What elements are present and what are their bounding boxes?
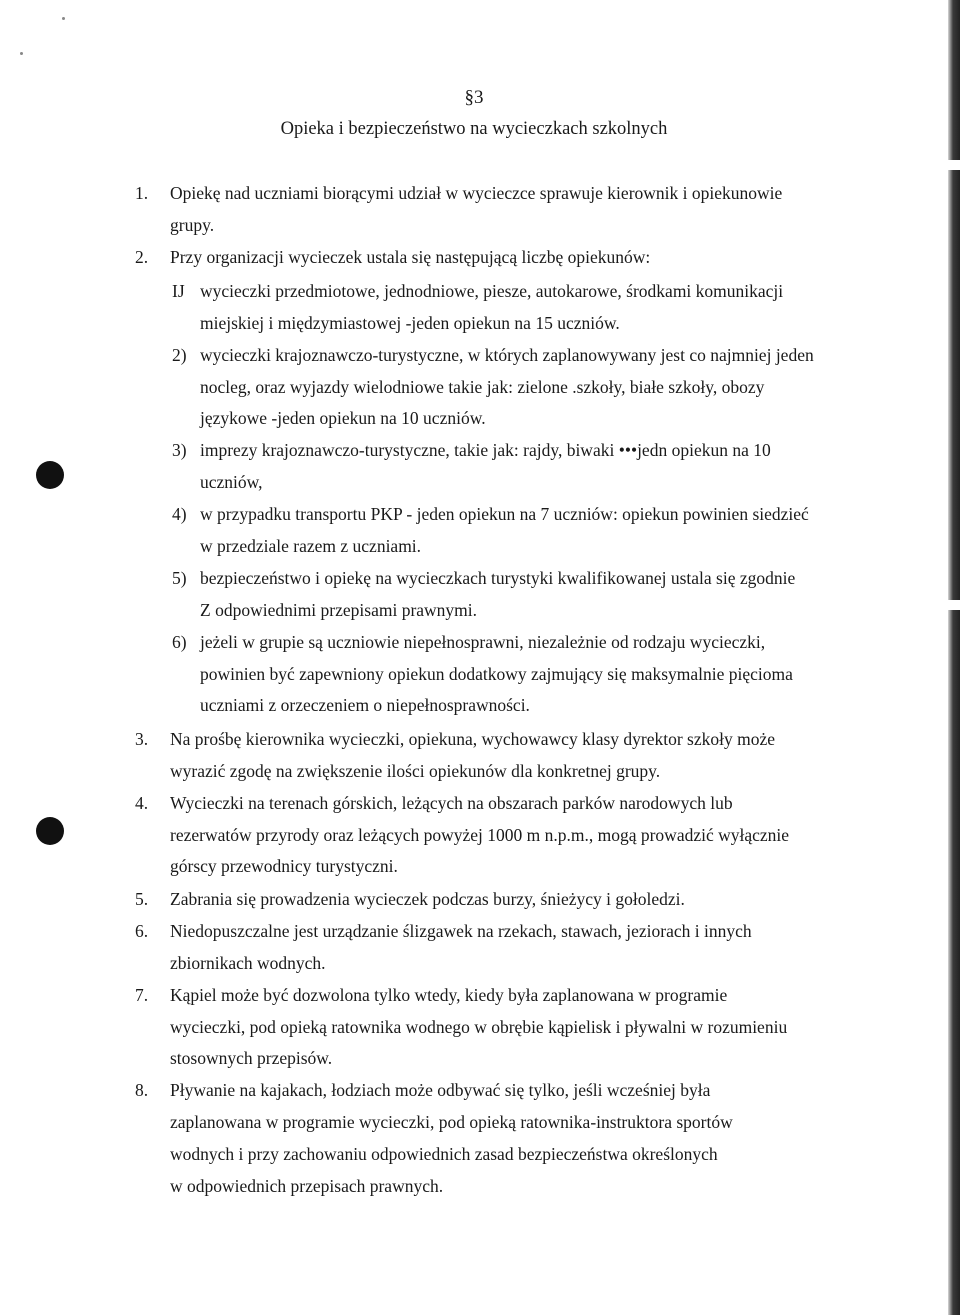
item-text-line: grupy.: [170, 215, 215, 235]
item-text-line: Opiekę nad uczniami biorącymi udział w wycieczce sprawuje kierownik i opiekunowie: [170, 183, 783, 203]
page-title: Opieka i bezpieczeństwo na wycieczkach szkolnych: [280, 119, 668, 139]
subitem-text-line: imprezy krajoznawczo-turystyczne, takie jak: rajdy, biwaki •••jedn opiekun na 10: [200, 440, 771, 460]
item-number: 6.: [135, 921, 149, 941]
subitem-number: 2): [172, 345, 187, 365]
item-text-line: zbiornikach wodnych.: [170, 953, 326, 973]
section-mark: §3: [464, 87, 484, 108]
item-text-line: wycieczki, pod opieką ratownika wodnego w obrębie kąpielisk i pływalni w rozumieniu: [170, 1017, 788, 1037]
item-number: 8.: [135, 1080, 149, 1100]
subitem-text-line: w przypadku transportu PKP - jeden opiekun na 7 uczniów: opiekun powinien siedzieć: [200, 504, 809, 524]
subitem-number: IJ: [172, 281, 185, 301]
item-text-line: rezerwatów przyrody oraz leżących powyżej 1000 m n.p.m., mogą prowadzić wyłącznie: [170, 825, 790, 845]
subitem-text-line: językowe -jeden opiekun na 10 uczniów.: [200, 408, 486, 428]
subitem-text-line: uczniami z orzeczeniem o niepełnosprawności.: [200, 695, 530, 715]
subitem-text-line: wycieczki krajoznawczo-turystyczne, w których zaplanowywany jest co najmniej jeden: [200, 345, 814, 365]
item-text-line: Kąpiel może być dozwolona tylko wtedy, kiedy była zaplanowana w programie: [170, 985, 728, 1005]
item-text-line: w odpowiednich przepisach prawnych.: [170, 1176, 444, 1196]
subitem-text-line: powinien być zapewniony opiekun dodatkowy zajmujący się maksymalnie pięcioma: [200, 664, 793, 684]
subitem-number: 5): [172, 568, 187, 588]
subitem-text-line: miejskiej i międzymiastowej -jeden opiekun na 15 uczniów.: [200, 313, 620, 333]
subitem-text-line: uczniów,: [200, 472, 263, 492]
subitem-text-line: w przedziale razem z uczniami.: [200, 536, 422, 556]
scan-edge-shadow: [948, 0, 960, 1315]
item-number: 5.: [135, 889, 149, 909]
subitem-number: 6): [172, 632, 187, 652]
item-text-line: Wycieczki na terenach górskich, leżących na obszarach parków narodowych lub: [170, 793, 733, 813]
item-number: 4.: [135, 793, 149, 813]
item-text-line: Zabrania się prowadzenia wycieczek podczas burzy, śnieżycy i gołoledzi.: [170, 889, 685, 909]
item-text-line: wodnych i przy zachowaniu odpowiednich zasad bezpieczeństwa określonych: [170, 1144, 718, 1164]
subitem-text-line: nocleg, oraz wyjazdy wielodniowe takie jak: zielone .szkoły, białe szkoły, obozy: [200, 377, 765, 397]
item-text-line: górscy przewodnicy turystyczni.: [170, 856, 398, 876]
item-text-line: Niedopuszczalne jest urządzanie ślizgawek na rzekach, stawach, jeziorach i innych: [170, 921, 752, 941]
item-text-line: Pływanie na kajakach, łodziach może odbywać się tylko, jeśli wcześniej była: [170, 1080, 711, 1100]
item-text-line: zaplanowana w programie wycieczki, pod opieką ratownika-instruktora sportów: [170, 1112, 733, 1132]
item-number: 7.: [135, 985, 149, 1005]
subitem-number: 4): [172, 504, 187, 524]
subitem-text-line: wycieczki przedmiotowe, jednodniowe, piesze, autokarowe, środkami komunikacji: [200, 281, 784, 301]
item-number: 2.: [135, 247, 149, 267]
item-text-line: Na prośbę kierownika wycieczki, opiekuna, wychowawcy klasy dyrektor szkoły może: [170, 729, 776, 749]
subitem-text-line: Z odpowiednimi przepisami prawnymi.: [200, 600, 478, 620]
item-text-line: wyrazić zgodę na zwiększenie ilości opiekunów dla konkretnej grupy.: [170, 761, 661, 781]
item-number: 3.: [135, 729, 149, 749]
subitem-text-line: bezpieczeństwo i opiekę na wycieczkach turystyki kwalifikowanej ustala się zgodnie: [200, 568, 796, 588]
item-number: 1.: [135, 183, 149, 203]
subitem-number: 3): [172, 440, 187, 460]
subitem-text-line: jeżeli w grupie są uczniowie niepełnosprawni, niezależnie od rodzaju wycieczki,: [200, 632, 766, 652]
item-text-line: stosownych przepisów.: [170, 1048, 333, 1068]
item-text-line: Przy organizacji wycieczek ustala się następującą liczbę opiekunów:: [170, 247, 651, 267]
